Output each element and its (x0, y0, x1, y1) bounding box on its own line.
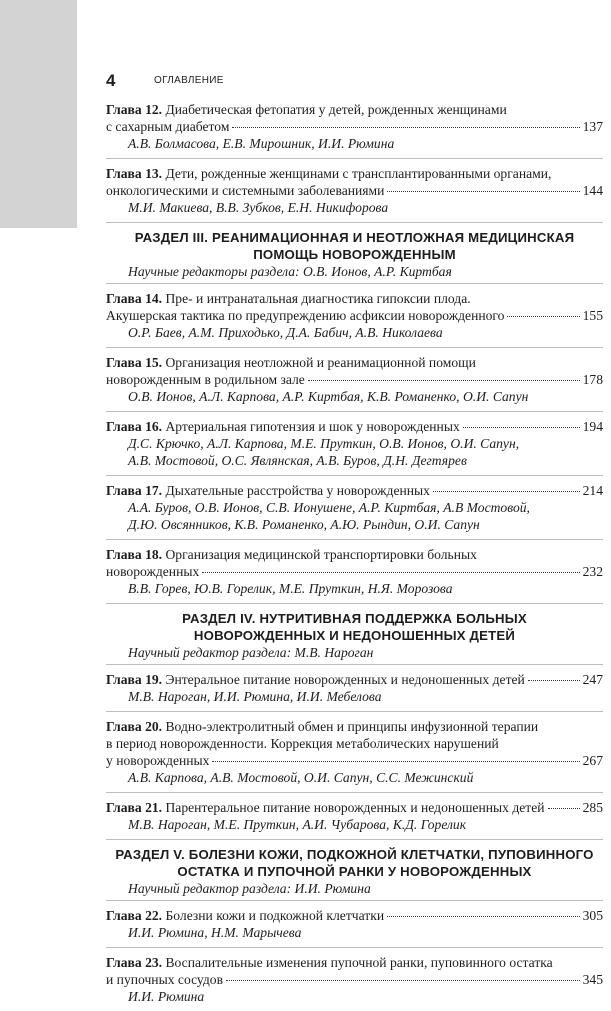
chapter-label: Глава 21. (106, 800, 163, 815)
page-ref: 285 (582, 800, 603, 815)
page-ref: 305 (582, 908, 603, 923)
section-title-line2: НОВОРОЖДЕННЫХ И НЕДОНОШЕННЫХ ДЕТЕЙ (193, 628, 516, 643)
page-ref: 155 (582, 308, 603, 323)
chapter-label: Глава 14. (106, 291, 163, 306)
dot-leader (212, 761, 579, 762)
section-title-line2: ОСТАТКА И ПУПОЧНОЙ РАНКИ У НОВОРОЖДЕННЫХ (177, 864, 532, 879)
chapter-title: Энтеральное питание новорожденных и недоношенных детей (165, 672, 525, 687)
chapter-authors: А.В. Карпова, А.В. Мостовой, О.И. Сапун, С.С. Межинский (128, 770, 474, 785)
divider (106, 664, 603, 665)
chapter-label: Глава 19. (106, 672, 163, 687)
section-title-line1: РАЗДЕЛ IV. НУТРИТИВНАЯ ПОДДЕРЖКА БОЛЬНЫХ (182, 611, 527, 626)
chapter-authors: О.В. Ионов, А.Л. Карпова, А.Р. Киртбая, К.В. Романенко, О.И. Сапун (128, 389, 529, 404)
toc-entry-ch15[interactable] (106, 354, 603, 405)
chapter-authors: М.В. Нароган, И.И. Рюмина, И.И. Мебелова (128, 689, 382, 704)
toc-entry-ch13[interactable] (106, 165, 603, 216)
section-heading-3 (106, 229, 603, 280)
section-title-line1: РАЗДЕЛ V. БОЛЕЗНИ КОЖИ, ПОДКОЖНОЙ КЛЕТЧАТКИ, ПУПОВИННОГО (115, 847, 594, 862)
section-title-line2: ПОМОЩЬ НОВОРОЖДЕННЫМ (253, 247, 456, 262)
chapter-authors: М.И. Макиева, В.В. Зубков, Е.Н. Никифорова (128, 200, 389, 215)
dot-leader (226, 980, 580, 981)
chapter-title-cont: новорожденным в родильном зале (106, 372, 305, 387)
chapter-authors-cont: А.В. Мостовой, О.С. Являнская, А.В. Буров, Д.Н. Дегтярев (128, 453, 467, 468)
dot-leader (387, 191, 579, 192)
dot-leader (507, 316, 579, 317)
chapter-authors: М.В. Нароган, М.Е. Пруткин, А.И. Чубарова, К.Д. Горелик (128, 817, 467, 832)
divider (106, 158, 603, 159)
divider (106, 711, 603, 712)
page-ref: 267 (582, 753, 603, 768)
divider (106, 792, 603, 793)
page-header (106, 71, 596, 91)
section-editors: Научные редакторы раздела: О.В. Ионов, А.Р. Киртбая (128, 264, 452, 279)
chapter-label: Глава 18. (106, 547, 163, 562)
toc-entry-ch17[interactable] (106, 482, 603, 533)
divider (106, 475, 603, 476)
chapter-title-cont: и пупочных сосудов (106, 972, 224, 987)
chapter-title: Парентеральное питание новорожденных и недоношенных детей (165, 800, 545, 815)
section-editors: Научный редактор раздела: М.В. Нароган (128, 645, 374, 660)
dot-leader (548, 808, 580, 809)
chapter-label: Глава 23. (106, 955, 163, 970)
divider (106, 839, 603, 840)
chapter-title: Артериальная гипотензия и шок у новорожденных (165, 419, 460, 434)
chapter-authors: И.И. Рюмина (128, 989, 205, 1004)
page-ref: 137 (582, 119, 603, 134)
dot-leader (232, 127, 579, 128)
chapter-title: Водно-электролитный обмен и принципы инфузионной терапии (165, 719, 539, 734)
toc-entry-ch12[interactable] (106, 101, 603, 152)
toc-entry-ch14[interactable] (106, 290, 603, 341)
chapter-authors: И.И. Рюмина, Н.М. Марычева (128, 925, 302, 940)
toc-entry-ch20[interactable] (106, 718, 603, 786)
page-ref: 214 (582, 483, 603, 498)
section-heading-5 (106, 846, 603, 897)
chapter-label: Глава 13. (106, 166, 163, 181)
chapter-label: Глава 20. (106, 719, 163, 734)
chapter-authors: А.А. Буров, О.В. Ионов, С.В. Ионушене, А.Р. Киртбая, А.В Мостовой, (128, 500, 530, 515)
divider (106, 539, 603, 540)
table-of-contents (106, 101, 603, 1011)
toc-entry-ch21[interactable] (106, 799, 603, 833)
dot-leader (202, 572, 579, 573)
divider (106, 947, 603, 948)
chapter-label: Глава 12. (106, 102, 163, 117)
page-number: 4 (106, 71, 116, 90)
chapter-title: Диабетическая фетопатия у детей, рожденных женщинами (165, 102, 507, 117)
chapter-label: Глава 22. (106, 908, 163, 923)
toc-entry-ch19[interactable] (106, 671, 603, 705)
chapter-title-cont: новорожденных (106, 564, 200, 579)
page-ref: 178 (582, 372, 603, 387)
chapter-title: Дыхательные расстройства у новорожденных (165, 483, 430, 498)
chapter-label: Глава 16. (106, 419, 163, 434)
chapter-title: Пре- и интранатальная диагностика гипоксии плода. (165, 291, 471, 306)
page-ref: 345 (582, 972, 603, 987)
dot-leader (463, 427, 580, 428)
dot-leader (308, 380, 580, 381)
page-ref: 194 (582, 419, 603, 434)
toc-entry-ch22[interactable] (106, 907, 603, 941)
chapter-title: Дети, рожденные женщинами с трансплантированными органами, (165, 166, 552, 181)
chapter-title: Болезни кожи и подкожной клетчатки (165, 908, 385, 923)
toc-entry-ch18[interactable] (106, 546, 603, 597)
chapter-authors: В.В. Горев, Ю.В. Горелик, М.Е. Пруткин, Н.Я. Морозова (128, 581, 453, 596)
divider (106, 900, 603, 901)
page-ref: 144 (582, 183, 603, 198)
dot-leader (387, 916, 579, 917)
chapter-authors: О.Р. Баев, А.М. Приходько, Д.А. Бабич, А.В. Николаева (128, 325, 443, 340)
chapter-label: Глава 15. (106, 355, 163, 370)
chapter-title: Организация неотложной и реанимационной помощи (165, 355, 476, 370)
chapter-title-cont: онкологическими и системными заболеваниями (106, 183, 385, 198)
chapter-title-cont: с сахарным диабетом (106, 119, 230, 134)
chapter-title: Воспалительные изменения пупочной ранки, пуповинного остатка (165, 955, 553, 970)
chapter-title-cont: в период новорожденности. Коррекция метаболических нарушений (106, 736, 499, 751)
chapter-title: Организация медицинской транспортировки больных (165, 547, 477, 562)
chapter-label: Глава 17. (106, 483, 163, 498)
dot-leader (433, 491, 580, 492)
section-heading-4 (106, 610, 603, 661)
divider (106, 411, 603, 412)
dot-leader (528, 680, 580, 681)
toc-entry-ch16[interactable] (106, 418, 603, 469)
running-title: ОГЛАВЛЕНИЕ (154, 75, 224, 86)
divider (106, 347, 603, 348)
divider (106, 283, 603, 284)
chapter-title-cont: Акушерская тактика по предупреждению асфиксии новорожденного (106, 308, 505, 323)
page-edge-band (0, 0, 77, 228)
section-title-line1: РАЗДЕЛ III. РЕАНИМАЦИОННАЯ И НЕОТЛОЖНАЯ МЕДИЦИНСКАЯ (134, 230, 575, 245)
section-editors: Научный редактор раздела: И.И. Рюмина (128, 881, 371, 896)
chapter-authors: Д.С. Крючко, А.Л. Карпова, М.Е. Пруткин, О.В. Ионов, О.И. Сапун, (128, 436, 520, 451)
divider (106, 603, 603, 604)
page-ref: 247 (582, 672, 603, 687)
chapter-title-cont2: у новорожденных (106, 753, 210, 768)
toc-entry-ch23[interactable] (106, 954, 603, 1005)
page-ref: 232 (582, 564, 603, 579)
divider (106, 222, 603, 223)
chapter-authors-cont: Д.Ю. Овсянников, К.В. Романенко, А.Ю. Рындин, О.И. Сапун (128, 517, 480, 532)
chapter-authors: А.В. Болмасова, Е.В. Мирошник, И.И. Рюмина (128, 136, 395, 151)
